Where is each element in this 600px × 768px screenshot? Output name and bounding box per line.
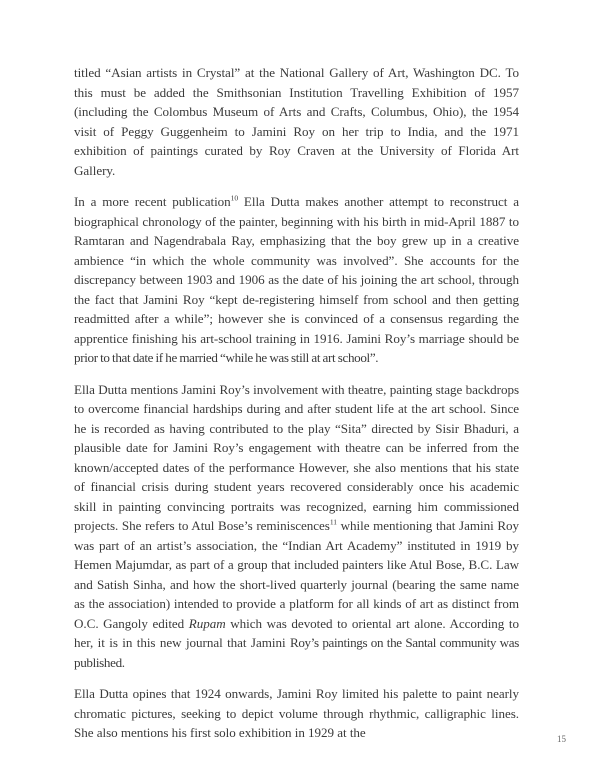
paragraph-1 xyxy=(74,63,519,180)
paragraph-1-text: titled “Asian artists in Crystal” at the National Gallery of Art, Washington DC. To this must be added the Smithsonian Institution Travelling Exhibition of 1957 (including the Colombus Museum of Arts and Crafts, Columbus, Ohio), the 1954 visit of Peggy Guggenheim to Jamini Roy on her trip to India, and the 1971 exhibition of paintings curated by Roy Craven at the University of Florida Art Gallery. xyxy=(74,65,519,178)
paragraph-2-text-c: prior to that date if he married “while he was still at art school”. xyxy=(74,350,379,365)
paragraph-3-text-c: which was devoted to oriental art alone. According to her, it is in this new journal that Jamini xyxy=(74,615,519,650)
journal-title-rupam: Rupam xyxy=(188,615,226,631)
paragraph-3-text-b: while mentioning that Jamini Roy was part of an artist’s association, the “Indian Art Academy” instituted in 1919 by Hemen Majumdar, as part of a group that included painters like Atul Bose, B.C. Law and Satish Sinha, and how the short-lived quarterly journal (bearing the same name as the association) intended to provide a platform for all kinds of art as distinct from O.C. Gangoly edited xyxy=(74,518,520,631)
footnote-ref-11[interactable]: 11 xyxy=(329,517,337,527)
paragraph-3-text-d: Roy’s paintings on the Santal community was published. xyxy=(74,635,519,670)
paragraph-2-text-b: Ella Dutta makes another attempt to reconstruct a biographical chronology of the painter, beginning with his birth in mid-April 1887 to Ramtaran and Nagendrabala Ray, emphasizing that the boy grew up in a creative ambience “in which the whole community was involved”. She accounts for the discrepancy between 1903 and 1906 as the date of his joining the art school, through the fact that Jamini Roy “kept de-registering himself from school and then getting readmitted after a while”; however she is convinced of a consensus regarding the apprentice finishing his art-school training in 1916. Jamini Roy’s marriage should be xyxy=(74,194,519,346)
body-text xyxy=(74,63,519,743)
paragraph-2-text-a: In a more recent publication xyxy=(74,194,231,209)
paragraph-4-text: Ella Dutta opines that 1924 onwards, Jamini Roy limited his palette to paint nearly chromatic pictures, seeking to depict volume through rhythmic, calligraphic lines. She also mentions his first solo exhibition in 1929 at the xyxy=(74,686,519,740)
paragraph-4 xyxy=(74,684,519,743)
paragraph-2 xyxy=(74,192,519,368)
paragraph-3-text-a: Ella Dutta mentions Jamini Roy’s involvement with theatre, painting stage backdrops to overcome financial hardships during and after student life at the art school. Since he is recorded as having contributed to the play “Sita” directed by Sisir Bhaduri, a plausible date for Jamini Roy’s engagement with theatre can be inferred from the known/accepted dates of the performance However, she also mentions that his state of financial crisis during student years recovered considerably once his academic skill in painting convincing portraits was recognized, earning him commissioned projects. She refers to Atul Bose’s reminiscences xyxy=(74,381,519,533)
paragraph-3 xyxy=(74,380,519,673)
page-number: 15 xyxy=(557,734,566,744)
footnote-ref-10[interactable]: 10 xyxy=(230,193,239,203)
